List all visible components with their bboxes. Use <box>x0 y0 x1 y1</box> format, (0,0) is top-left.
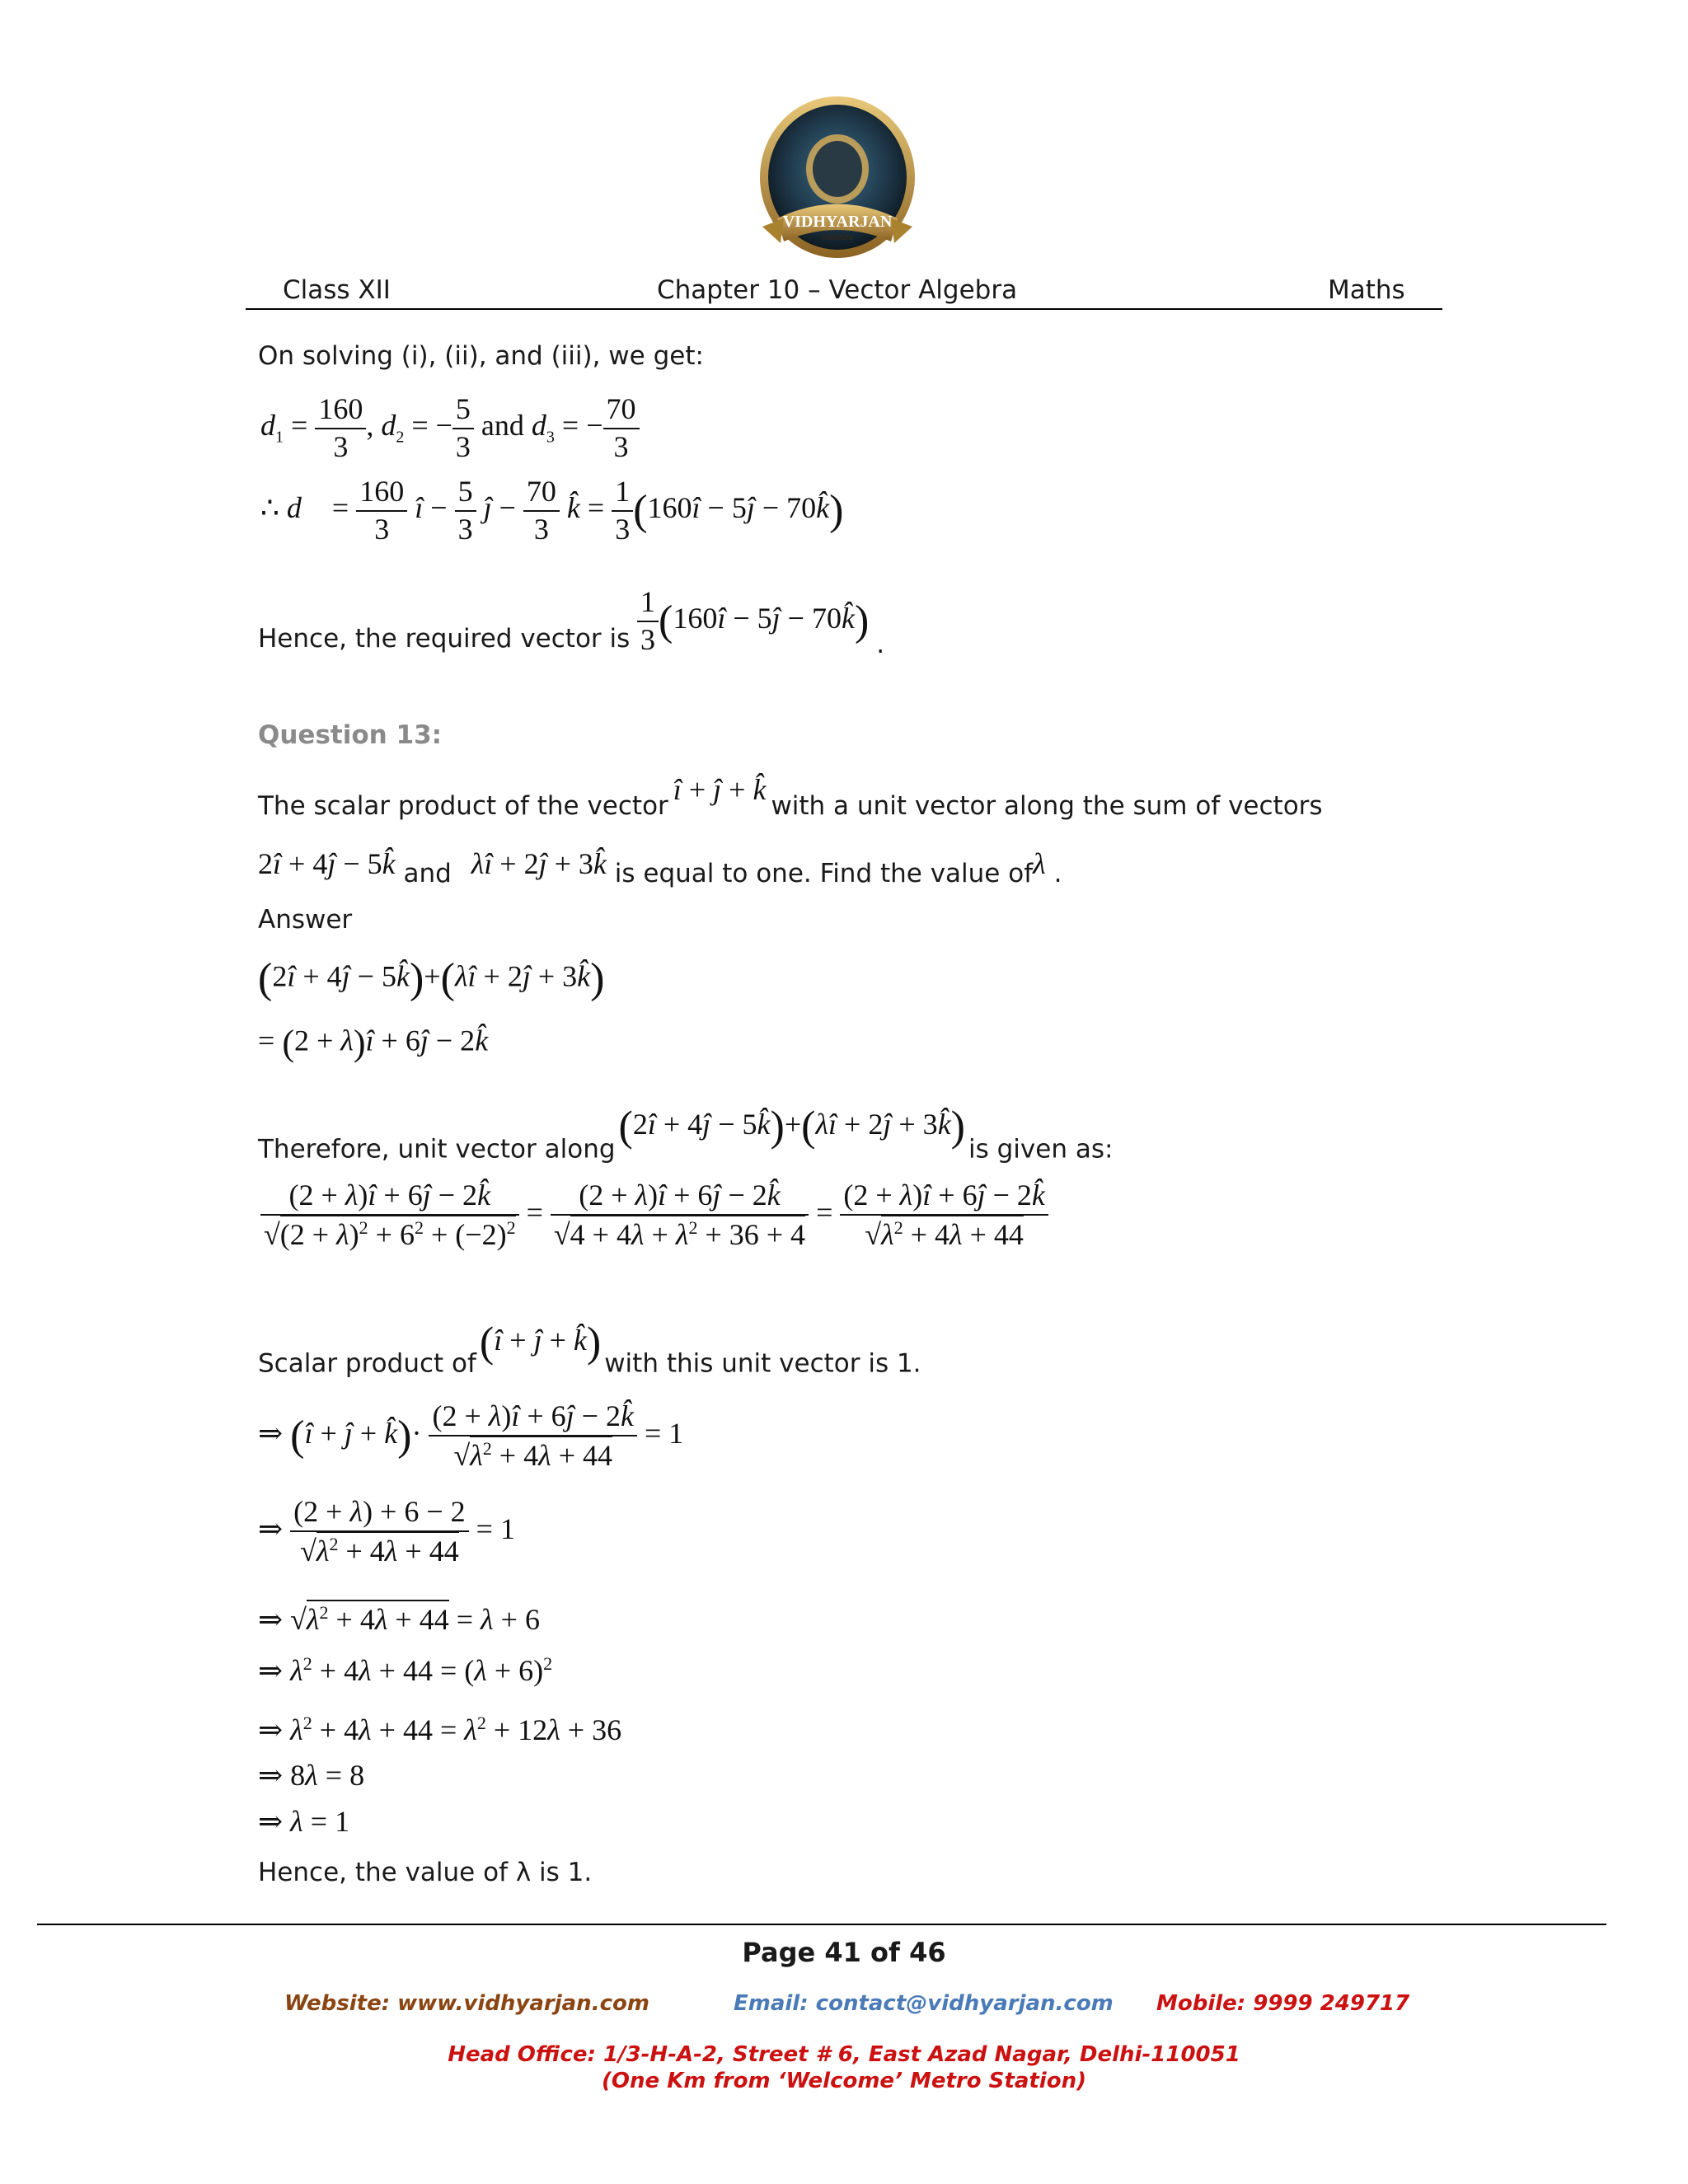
equation-d-vector: ∴ d⃗ = $\frac{160}{3}$ î − $\frac{5}{3}$ ĵ − $\frac{70}{3}$ k̂ = $\frac{1}{3}$ (160î − 5ĵ − 70k̂) <box>260 475 844 546</box>
solving-intro: On solving (i), (ii), and (iii), we get: <box>258 341 704 371</box>
step-6: ⇒ 8λ = 8 <box>258 1759 365 1792</box>
question-part3: is equal to one. Find the value of <box>614 859 1034 888</box>
equation-required-vector: $\frac{1}{3}$ (160î − 5ĵ − 70k̂) . <box>637 587 884 658</box>
lambda-symbol: λ <box>1033 847 1046 880</box>
mobile-number: Mobile: 9999 249717 <box>1156 1991 1410 2016</box>
step-4: ⇒ $\lambda^2 + 4\lambda + 44 = (\lambda + 6)^2$ <box>258 1653 553 1687</box>
hence-vector-text: Hence, the required vector is <box>258 624 631 654</box>
website-link[interactable]: Website: www.vidhyarjan.com <box>284 1991 649 2016</box>
step-1: ⇒ (î + ĵ + k̂)· $\frac{(2 + \lambda)î + 6ĵ - 2k̂}{√\lambda^2 + 4\lambda + 44}$ = 1 <box>258 1399 684 1472</box>
subject-label: Maths <box>1328 275 1405 305</box>
svg-text:VIDHYARJAN: VIDHYARJAN <box>782 213 893 231</box>
step-3: ⇒ $√\lambda^2 + 4\lambda + 44 = \lambda + 6$ <box>258 1604 540 1634</box>
question-part1: The scalar product of the vector <box>258 791 668 821</box>
address-line2: (One Km from ‘Welcome’ Metro Station) <box>602 2069 1086 2093</box>
question-text-2: 2î + 4ĵ − 5k̂ and λî + 2ĵ + 3k̂ is equal to one. Find the value ofλ . <box>258 847 1062 888</box>
vector-2i4j5k: 2î + 4ĵ − 5k̂ <box>258 847 396 880</box>
step-5: ⇒ $\lambda^2 + 4\lambda + 44 = \lambda^2 + 12\lambda + 36$ <box>258 1713 622 1746</box>
class-label: Class XII <box>283 275 391 305</box>
equation-sum-result: = (2 + λ)î + 6ĵ − 2k̂ <box>258 1023 489 1063</box>
address-line1: Head Office: 1/3-H-A-2, Street # 6, East Azad Nagar, Delhi-110051 <box>448 2042 1240 2067</box>
vector-lambda-i2j3k: λî + 2ĵ + 3k̂ <box>471 847 607 880</box>
question-title: Question 13: <box>258 720 443 750</box>
conclusion: Hence, the value of λ is 1. <box>258 1858 593 1887</box>
step-7: ⇒ λ = 1 <box>258 1805 350 1838</box>
answer-label: Answer <box>258 905 353 935</box>
step-2: ⇒ $\frac{(2 + \lambda) + 6 - 2}{√\lambda^2 + 4\lambda + 44}$ = 1 <box>258 1495 515 1568</box>
scalar-vector-ijk: (î + ĵ + k̂) <box>479 1319 602 1366</box>
unit-vector-text: Therefore, unit vector along <box>258 1134 616 1165</box>
scalar-product-line <box>258 1319 921 1386</box>
question-and: and <box>403 859 452 888</box>
chapter-title: Chapter 10 – Vector Algebra <box>657 275 1018 305</box>
vidhyarjan-logo <box>729 95 945 272</box>
header-rule <box>246 308 1442 310</box>
given-as-text: is given as: <box>968 1134 1114 1165</box>
svg-text:Institute: Institute <box>821 231 854 242</box>
scalar-product-text: Scalar product of <box>258 1348 476 1379</box>
unit-vector-sum: (2î + 4ĵ − 5k̂)+(λî + 2ĵ + 3k̂) <box>618 1104 965 1151</box>
equation-sum: (2î + 4ĵ − 5k̂)+(λî + 2ĵ + 3k̂) <box>258 955 605 1002</box>
question-text-1 <box>258 773 1323 821</box>
question-part2: with a unit vector along the sum of vectors <box>771 791 1323 821</box>
with-unit-text: with this unit vector is 1. <box>604 1348 921 1379</box>
unit-vector-line <box>258 1104 1114 1172</box>
footer-rule <box>37 1924 1606 1925</box>
equation-unit-vector: $\frac{(2 + \lambda)î + 6ĵ - 2k̂}{√(2 + \lambda)^2 + 6^2 + (-2)^2}$ = $\frac{(2 + \lambda)î + 6ĵ - 2k̂}{√4 + 4\lambda + \lambda^2 + 36 + 4}$ = $\frac{(2 + \lambda)î + 6ĵ - 2k̂}{√\lambda^2 + 4\lambda + 44}$ <box>260 1180 1048 1251</box>
equation-d-values: $d_1$ = $\frac{160}{3}$ , $d_2$ = − $\frac{5}{3}$ and $d_3$ = − $\frac{70}{3}$ <box>260 394 640 463</box>
vector-ijk: î + ĵ + k̂ <box>673 773 767 806</box>
email-link[interactable]: Email: contact@vidhyarjan.com <box>734 1991 1114 2016</box>
page-number: Page 41 of 46 <box>742 1937 946 1968</box>
